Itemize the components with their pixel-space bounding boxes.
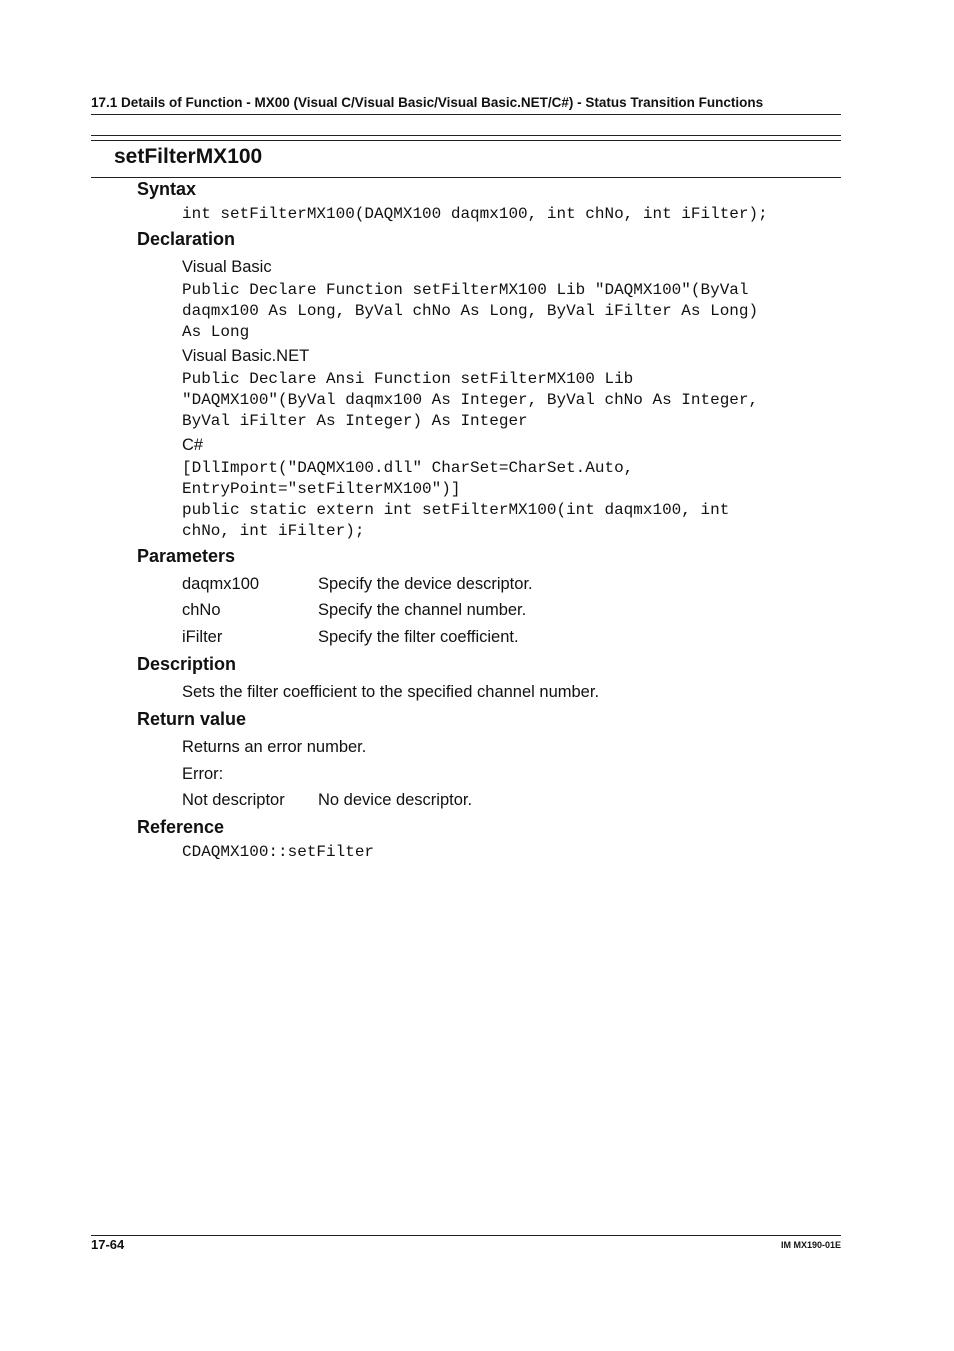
vbnet-code-line: "DAQMX100"(ByVal daqmx100 As Integer, ByVal chNo As Integer, <box>182 391 759 409</box>
param-name: daqmx100 <box>182 575 260 593</box>
description-text: Sets the filter coefficient to the specified channel number. <box>182 683 600 701</box>
cs-code-line: public static extern int setFilterMX100(int daqmx100, int <box>182 501 730 519</box>
cs-code-line: [DllImport("DAQMX100.dll" CharSet=CharSet.Auto, <box>182 459 634 477</box>
vb-code-line: As Long <box>182 323 250 341</box>
reference-code: CDAQMX100::setFilter <box>182 843 375 861</box>
description-heading: Description <box>137 654 237 674</box>
vbnet-label: Visual Basic.NET <box>182 347 310 365</box>
title-rule-bottom <box>91 177 841 178</box>
syntax-heading: Syntax <box>137 179 197 199</box>
param-name: iFilter <box>182 628 223 646</box>
parameters-heading: Parameters <box>137 546 236 566</box>
param-desc: Specify the device descriptor. <box>318 575 533 593</box>
vb-code-line: Public Declare Function setFilterMX100 Lib "DAQMX100"(ByVal <box>182 281 749 299</box>
vb-code-line: daqmx100 As Long, ByVal chNo As Long, ByVal iFilter As Long) <box>182 302 759 320</box>
vb-label: Visual Basic <box>182 258 272 276</box>
vbnet-code-line: ByVal iFilter As Integer) As Integer <box>182 412 528 430</box>
param-desc: Specify the channel number. <box>318 601 527 619</box>
syntax-code: int setFilterMX100(DAQMX100 daqmx100, int chNo, int iFilter); <box>182 205 768 223</box>
cs-code-line: EntryPoint="setFilterMX100")] <box>182 480 461 498</box>
cs-label: C# <box>182 436 204 454</box>
reference-heading: Reference <box>137 817 225 837</box>
error-desc: No device descriptor. <box>318 791 473 809</box>
title-rule-top-1 <box>91 135 841 136</box>
cs-code-line: chNo, int iFilter); <box>182 522 365 540</box>
title-rule-top-2 <box>91 140 841 141</box>
page-title: setFilterMX100 <box>114 145 263 168</box>
param-desc: Specify the filter coefficient. <box>318 628 519 646</box>
return-value-text: Returns an error number. <box>182 738 367 756</box>
return-value-heading: Return value <box>137 709 247 729</box>
error-label: Error: <box>182 765 224 783</box>
declaration-heading: Declaration <box>137 229 236 249</box>
document-id: IM MX190-01E <box>780 1240 841 1250</box>
vbnet-code-line: Public Declare Ansi Function setFilterMX100 Lib <box>182 370 634 388</box>
page-number: 17-64 <box>91 1237 125 1252</box>
header-rule <box>91 114 841 115</box>
running-header: 17.1 Details of Function - MX00 (Visual C/Visual Basic/Visual Basic.NET/C#) - Status Transition Functions <box>91 95 764 110</box>
error-name: Not descriptor <box>182 791 285 809</box>
param-name: chNo <box>182 601 221 619</box>
footer-rule <box>91 1235 841 1236</box>
